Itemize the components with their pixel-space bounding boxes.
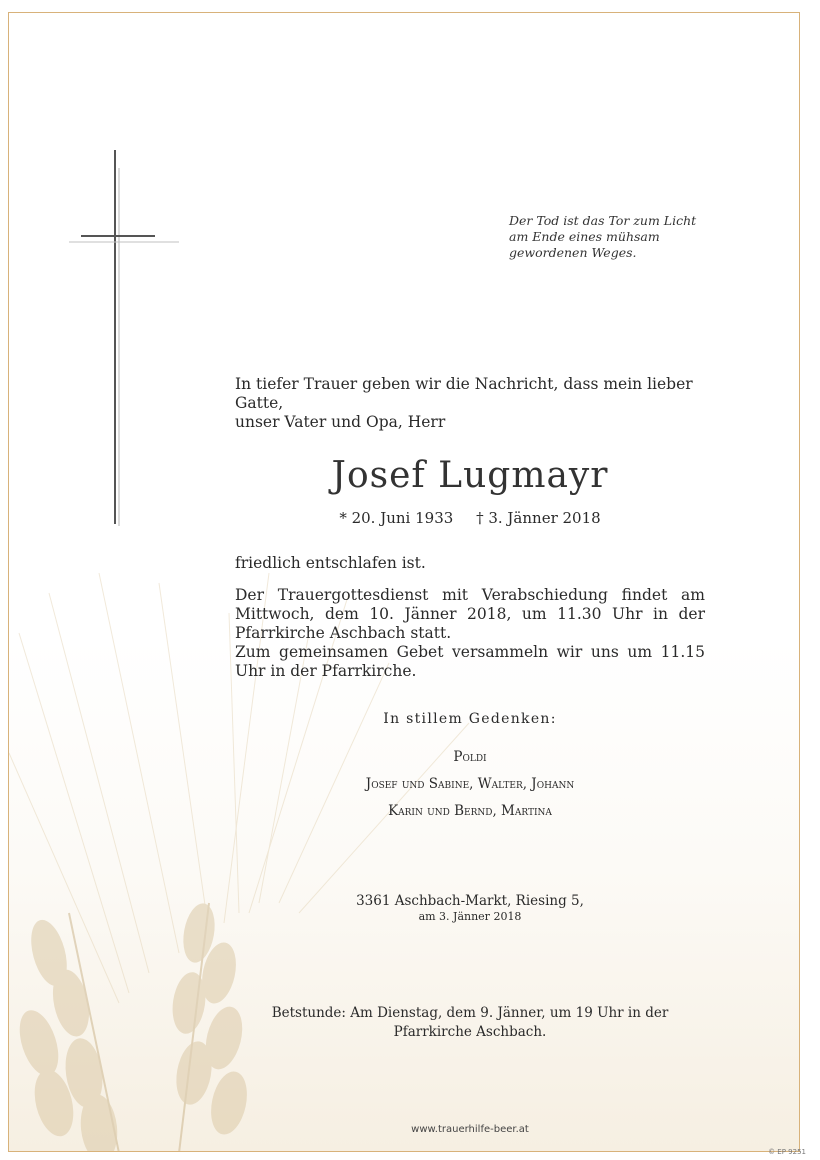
service-paragraph: Der Trauergottesdienst mit Verabschiedung findet am Mittwoch, dem 10. Jänner 2018, um 11.30 Uhr in der Pfarrkirche Aschbach statt.: [235, 586, 705, 642]
mourner-line: Josef und Sabine, Walter, Johann: [365, 776, 575, 792]
intro-line-2: unser Vater und Opa, Herr: [235, 413, 446, 431]
announcement-intro: [235, 375, 705, 432]
website-link[interactable]: www.trauerhilfe-beer.at: [411, 1124, 529, 1135]
birth-date: * 20. Juni 1933: [339, 509, 454, 527]
prayer-line-1: Betstunde: Am Dienstag, dem 9. Jänner, um 19 Uhr in der: [271, 1005, 669, 1021]
template-code: © EP 9251: [768, 1148, 806, 1156]
quote-line: gewordenen Weges.: [509, 245, 637, 260]
death-date: † 3. Jänner 2018: [476, 509, 601, 527]
cross-icon: [69, 148, 189, 528]
quote-line: am Ende eines mühsam: [509, 229, 660, 244]
quote-line: Der Tod ist das Tor zum Licht: [509, 213, 697, 228]
memorial-quote: [509, 213, 709, 261]
prayer-line-2: Pfarrkirche Aschbach.: [393, 1024, 547, 1040]
obituary-card: [8, 12, 800, 1152]
mourner-line: Poldi: [453, 749, 487, 765]
family-address: 3361 Aschbach-Markt, Riesing 5,: [356, 893, 584, 909]
memory-heading: In stillem Gedenken:: [383, 711, 557, 727]
mourners-list: [235, 744, 705, 825]
life-dates: [235, 509, 705, 527]
passed-away-text: friedlich entschlafen ist.: [235, 554, 426, 572]
prayer-hour-info: [235, 1004, 705, 1042]
intro-line-1: In tiefer Trauer geben wir die Nachricht, dass mein lieber Gatte,: [235, 375, 693, 412]
mourner-line: Karin und Bernd, Martina: [388, 803, 552, 819]
funeral-service-info: [235, 586, 705, 681]
gathering-paragraph: Zum gemeinsamen Gebet versammeln wir uns um 11.15 Uhr in der Pfarrkirche.: [235, 643, 705, 680]
deceased-name: Josef Lugmayr: [331, 455, 609, 496]
announcement-date: am 3. Jänner 2018: [418, 910, 522, 923]
